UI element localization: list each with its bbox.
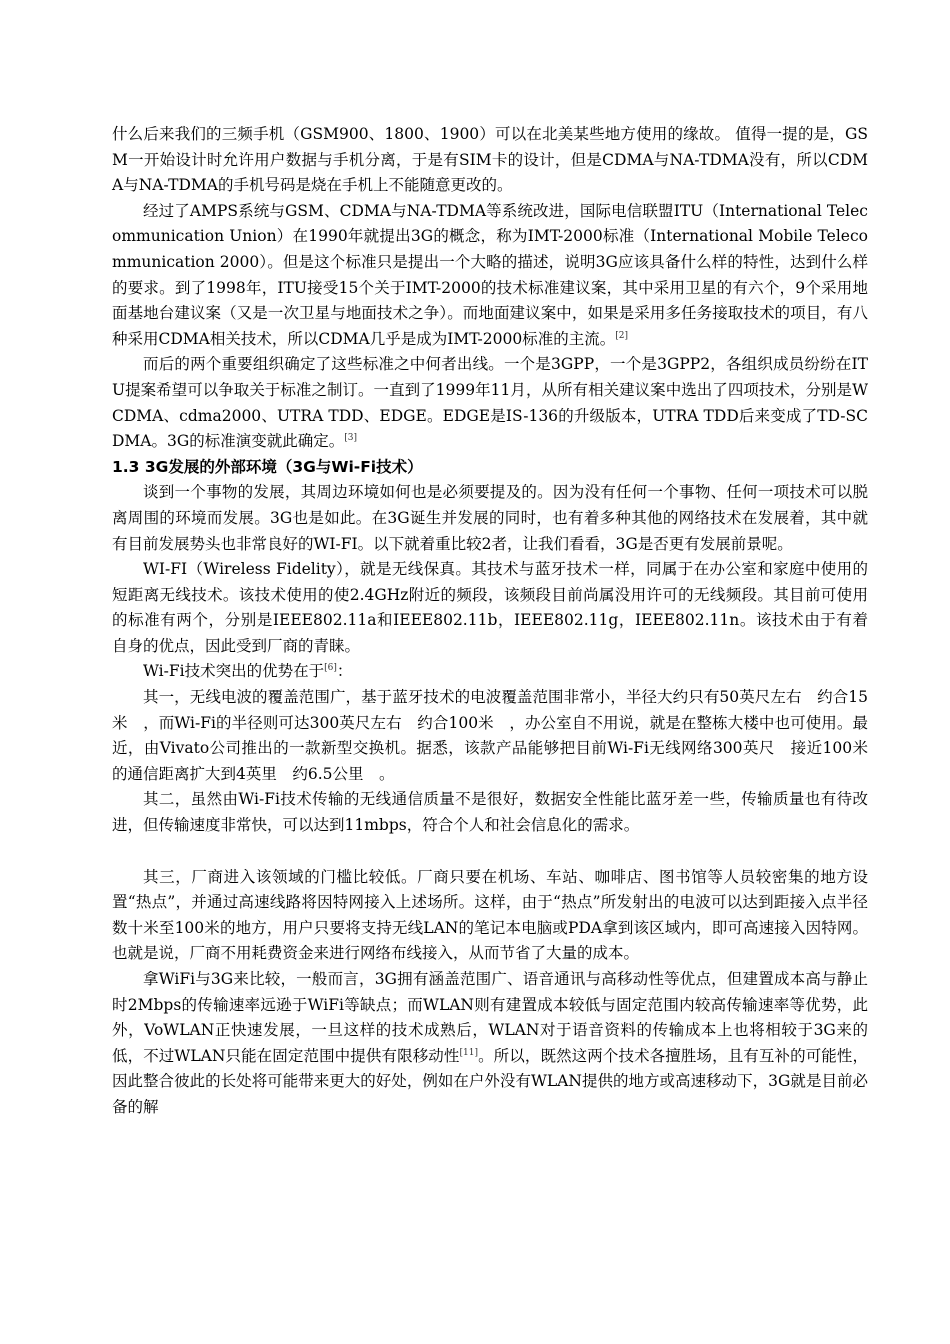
paragraph-wifi-advantages: Wi-Fi技术突出的优势在于[6]： xyxy=(143,662,353,681)
paragraph-environment: 谈到一个事物的发展，其周边环境如何也是必须要提及的。因为没有任何一个事物、任何一项技术可以脱离周围的环境而发展。3G也是如此。在3G诞生并发展的同时，也有着多种其他的网络技术在发展着，其中就有目前发展势头也非常良好的WI-FI。以下就着重比较2者，让我们看看，3G是否更有发展前景呢。 xyxy=(112,483,868,553)
citation-ref: [2] xyxy=(615,330,628,341)
document-page xyxy=(112,122,884,1121)
paragraph-wifi-vs-3g: 拿WiFi与3G来比较，一般而言，3G拥有涵盖范围广、语音通讯与高移动性等优点，但建置成本高与静止时2Mbps的传输速率远逊于WiFi等缺点；而WLAN则有建置成本较低与固定范围内较高传输速率等优势，此外，VoWLAN正快速发展，一旦这样的技术成熟后，WLAN对于语音资料的传输成本上也将相较于3G来的低，不过WLAN只能在固定范围中提供有限移动性[11]。所以，既然这两个技术各擅胜场，且有互补的可能性，因此整合彼此的长处将可能带来更大的好处，例如在户外没有WLAN提供的地方或高速移动下，3G就是目前必备的解 xyxy=(112,970,868,1116)
paragraph-imt2000: 经过了AMPS系统与GSM、CDMA与NA-TDMA等系统改进，国际电信联盟ITU（International Telecommunication Union）在1990年就提出3G的概念，称为IMT-2000标准（International Mobile Telecommunication 2000）。但是这个标准只是提出一个大略的描述，说明3G应该具备什么样的特性，达到什么样的要求。到了1998年，ITU接受15个关于IMT-2000的技术标准建议案，其中采用卫星的有六个，9个采用地面基地台建议案（又是一次卫星与地面技术之争）。而地面建议案中，如果是采用多任务接取技术的项目，有八种采用CDMA相关技术，所以CDMA几乎是成为IMT-2000标准的主流。[2] xyxy=(112,201,868,348)
citation-ref: [3] xyxy=(344,432,357,443)
paragraph-3gpp: 而后的两个重要组织确定了这些标准之中何者出线。一个是3GPP，一个是3GPP2，各组织成员纷纷在ITU提案希望可以争取关于标准之制订。一直到了1999年11月，从所有相关建议案中选出了四项技术，分别是WCDMA、cdma2000、UTRA TDD、EDGE。EDGE是IS-136的升级版本，UTRA TDD后来变成了TD-SCDMA。3G的标准演变就此确定。[3] xyxy=(112,355,868,451)
citation-ref: [6] xyxy=(324,663,337,674)
section-heading: 1.3 3G发展的外部环境（3G与Wi-Fi技术） xyxy=(112,457,423,476)
paragraph-wifi-definition: WI-FI（Wireless Fidelity），就是无线保真。其技术与蓝牙技术一样，同属于在办公室和家庭中使用的短距离无线技术。该技术使用的使2.4GHz附近的频段，该频段目前尚属没用许可的无线频段。其目前可使用的标准有两个，分别是IEEE802.11a和IEEE802.11b，IEEE802.11g，IEEE802.11n。该技术由于有着自身的优点，因此受到厂商的青睐。 xyxy=(112,560,868,655)
blank-line xyxy=(112,839,868,865)
paragraph-advantage-three: 其三，厂商进入该领域的门槛比较低。厂商只要在机场、车站、咖啡店、图书馆等人员较密集的地方设置“热点”，并通过高速线路将因特网接入上述场所。这样，由于“热点”所发射出的电波可以达到距接入点半径数十米至100米的地方，用户只要将支持无线LAN的笔记本电脑或PDA拿到该区域内，即可高速接入因特网。也就是说，厂商不用耗费资金来进行网络布线接入，从而节省了大量的成本。 xyxy=(112,867,868,963)
paragraph-gsm-sim: 什么后来我们的三频手机（GSM900、1800、1900）可以在北美某些地方使用的缘故。 值得一提的是，GSM一开始设计时允许用户数据与手机分离，于是有SIM卡的设计，但是CDMA与NA-TDMA没有，所以CDMA与NA-TDMA的手机号码是烧在手机上不能随意更改的。 xyxy=(112,125,868,195)
paragraph-advantage-one: 其一，无线电波的覆盖范围广，基于蓝牙技术的电波覆盖范围非常小，半径大约只有50英尺左右 约合15米 ，而Wi-Fi的半径则可达300英尺左右 约合100米 ，办公室自不用说，就是在整栋大楼中也可使用。最近，由Vivato公司推出的一款新型交换机。据悉，该款产品能够把目前Wi-Fi无线网络300英尺 接近100米 的通信距离扩大到4英里 约6.5公里 。 xyxy=(112,688,884,783)
citation-ref: [11] xyxy=(459,1047,478,1058)
paragraph-advantage-two: 其二，虽然由Wi-Fi技术传输的无线通信质量不是很好，数据安全性能比蓝牙差一些，传输质量也有待改进，但传输速度非常快，可以达到11mbps，符合个人和社会信息化的需求。 xyxy=(112,790,868,835)
